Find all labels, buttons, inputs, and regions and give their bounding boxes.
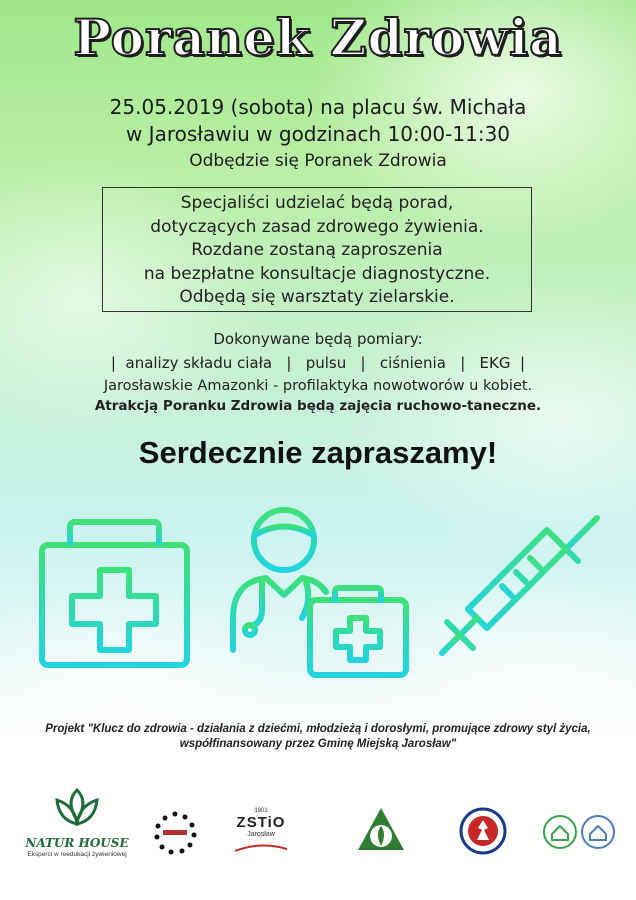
- first-aid-kit-icon: [42, 522, 187, 665]
- naturhouse-logo: [22, 786, 132, 876]
- attraction-line: Atrakcją Poranku Zdrowia będą zajęcia ruchowo-taneczne.: [94, 398, 542, 414]
- info-line: na bezpłatne konsultacje diagnostyczne.: [143, 263, 491, 284]
- measurements: [0, 327, 636, 375]
- community-logo: [150, 808, 200, 858]
- triangle-leaf-logo: [354, 804, 408, 858]
- poster-title: Poranek Zdrowia: [73, 8, 563, 67]
- invitation-heading: Serdecznie zapraszamy!: [138, 435, 498, 470]
- info-line: dotyczących zasad zdrowego żywienia.: [150, 216, 484, 237]
- amazonki-line: Jarosławskie Amazonki - profilaktyka nowotworów u kobiet.: [103, 378, 533, 394]
- project-line: współfinansowany przez Gminę Miejską Jarosław": [179, 738, 457, 750]
- zstio-city: Jarosław: [247, 831, 275, 838]
- syringe-icon: [442, 518, 597, 653]
- sponsor-logos: [0, 780, 636, 890]
- info-line: Specjaliści udzielać będą porad,: [180, 193, 454, 213]
- info-box: [102, 187, 532, 312]
- info-line: Rozdane zostaną zaproszenia: [191, 240, 443, 260]
- info-line: Odbędą się warsztaty zielarskie.: [179, 287, 455, 307]
- emblem-badge-logo: [458, 806, 508, 856]
- zstio-swoosh-icon: [233, 843, 289, 853]
- event-date-place: 25.05.2019 (sobota) na placu św. Michała: [109, 95, 527, 119]
- measurements-heading: Dokonywane będą pomiary:: [213, 330, 423, 348]
- project-line: Projekt "Klucz do zdrowia - działania z dziećmi, młodzieżą i dorosłymi, promujące zdrowy styl życia,: [45, 723, 591, 735]
- naturhouse-name: NATUR HOUSE: [25, 836, 129, 850]
- zstio-logo: [230, 808, 292, 858]
- lotus-icon: [47, 786, 107, 830]
- zstio-name: ZSTiO: [236, 814, 286, 831]
- naturhouse-tagline: Eksperci w reedukacji żywieniowej: [27, 851, 127, 858]
- certificate-logo-1: [542, 814, 578, 850]
- doctor-icon: [233, 510, 406, 675]
- certificate-logo-2: [580, 814, 616, 850]
- event-hours: w Jarosławiu w godzinach 10:00-11:30: [125, 122, 511, 146]
- event-announcement: Odbędzie się Poranek Zdrowia: [189, 151, 447, 171]
- medical-icons: [0, 500, 636, 690]
- extra-info: [0, 376, 636, 416]
- zstio-year: 1901: [254, 808, 268, 814]
- measurements-list: | analizy składu ciała | pulsu | ciśnienia | EKG |: [110, 354, 526, 372]
- project-credits: [20, 722, 616, 752]
- event-intro: [0, 94, 636, 175]
